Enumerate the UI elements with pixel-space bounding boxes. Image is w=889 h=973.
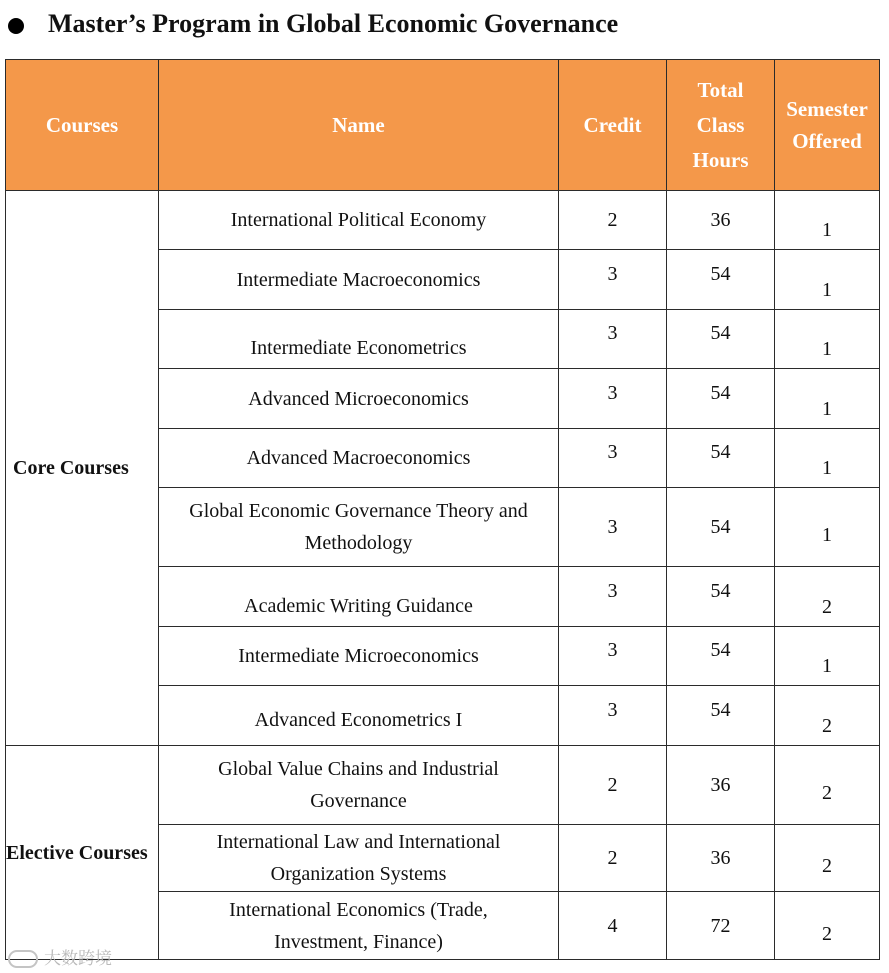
course-hours: 36 [667, 191, 775, 250]
course-semester: 1 [775, 250, 880, 310]
course-name: Advanced Microeconomics [159, 369, 559, 429]
course-semester: 2 [775, 567, 880, 627]
course-name: Advanced Econometrics I [159, 686, 559, 746]
course-semester: 1 [775, 310, 880, 369]
category-core-courses: Core Courses [6, 191, 159, 746]
course-name: Intermediate Macroeconomics [159, 250, 559, 310]
course-hours: 36 [667, 746, 775, 825]
course-credit: 2 [559, 191, 667, 250]
course-credit: 3 [559, 250, 667, 310]
course-credit: 4 [559, 892, 667, 960]
course-hours: 72 [667, 892, 775, 960]
course-hours: 54 [667, 567, 775, 627]
category-elective-courses: Elective Courses [6, 746, 159, 960]
course-table [5, 59, 880, 960]
course-hours: 54 [667, 627, 775, 686]
course-semester: 1 [775, 488, 880, 567]
course-name: Global Value Chains and Industrial Governance [159, 746, 559, 825]
course-name: Academic Writing Guidance [159, 567, 559, 627]
course-credit: 3 [559, 429, 667, 488]
course-semester: 1 [775, 369, 880, 429]
table-row [6, 746, 880, 825]
course-hours: 54 [667, 250, 775, 310]
course-name: Intermediate Econometrics [159, 310, 559, 369]
course-credit: 3 [559, 488, 667, 567]
course-hours: 36 [667, 825, 775, 892]
course-semester: 2 [775, 892, 880, 960]
watermark [8, 944, 112, 969]
course-semester: 1 [775, 627, 880, 686]
course-credit: 3 [559, 310, 667, 369]
course-name: Advanced Macroeconomics [159, 429, 559, 488]
watermark-text: 大数跨境 [44, 949, 112, 969]
course-name: Global Economic Governance Theory and Methodology [159, 488, 559, 567]
course-hours: 54 [667, 310, 775, 369]
course-credit: 3 [559, 627, 667, 686]
course-semester: 2 [775, 825, 880, 892]
course-credit: 2 [559, 825, 667, 892]
course-name: International Law and International Organization Systems [159, 825, 559, 892]
course-name: Intermediate Microeconomics [159, 627, 559, 686]
course-hours: 54 [667, 429, 775, 488]
course-credit: 3 [559, 686, 667, 746]
header-courses: Courses [6, 60, 159, 191]
course-hours: 54 [667, 686, 775, 746]
watermark-logo-icon [8, 950, 38, 968]
header-name: Name [159, 60, 559, 191]
course-name: International Political Economy [159, 191, 559, 250]
header-row [6, 60, 880, 191]
table-row [6, 191, 880, 250]
header-total-class-hours: Total Class Hours [667, 60, 775, 191]
header-semester-offered: Semester Offered [775, 60, 880, 191]
bullet-icon [8, 18, 24, 34]
course-semester: 2 [775, 746, 880, 825]
page-title: Master’s Program in Global Economic Governance [48, 9, 619, 38]
course-semester: 1 [775, 191, 880, 250]
course-name: International Economics (Trade, Investment, Finance) [159, 892, 559, 960]
course-credit: 3 [559, 369, 667, 429]
course-hours: 54 [667, 369, 775, 429]
course-semester: 2 [775, 686, 880, 746]
course-credit: 3 [559, 567, 667, 627]
section-heading [0, 0, 889, 58]
course-credit: 2 [559, 746, 667, 825]
course-semester: 1 [775, 429, 880, 488]
course-hours: 54 [667, 488, 775, 567]
header-credit: Credit [559, 60, 667, 191]
